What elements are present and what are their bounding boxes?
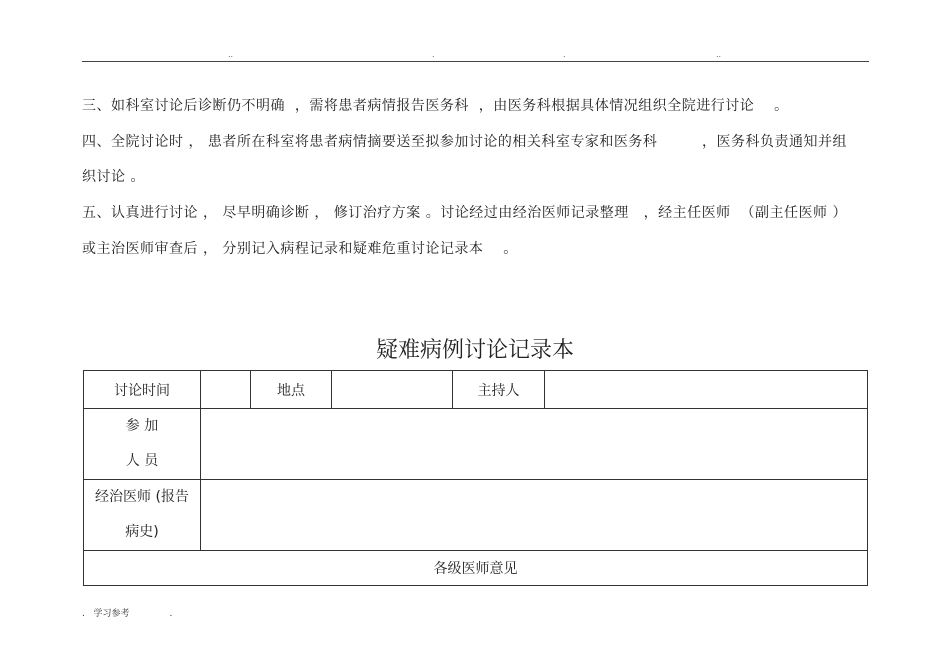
header-mark: ..	[228, 50, 234, 59]
attending-physician-label	[84, 480, 201, 551]
place-field[interactable]	[332, 371, 453, 409]
paragraph-4-line-2: 织讨论 。	[82, 169, 145, 185]
host-field[interactable]	[545, 371, 868, 409]
discussion-time-label: 讨论时间	[84, 371, 201, 409]
paragraph-5-line-1: 五、认真进行讨论 ， 尽早明确诊断 ， 修订治疗方案 。讨论经过由经治医师记录整理 ，经主任医师 （副主任医师 ）	[82, 205, 847, 221]
paragraph-5-line-2: 或主治医师审查后 ， 分别记入病程记录和疑难危重讨论记录本 。	[82, 241, 518, 257]
discussion-record-table	[83, 370, 868, 586]
paragraph-4-line-1: 四、全院讨论时 ， 患者所在科室将患者病情摘要送至拟参加讨论的相关科室专家和医务科 ，医务科负责通知并组	[82, 134, 847, 150]
header-mark: .	[432, 50, 435, 59]
participants-label-line-2: 人 员	[125, 453, 159, 469]
header-mark: .	[563, 50, 566, 59]
attending-label-line-1: 经治医师 (报告	[95, 489, 189, 505]
header-rule	[82, 61, 869, 62]
participants-label-line-1: 参 加	[125, 418, 159, 434]
host-label: 主持人	[453, 371, 545, 409]
attending-label-line-2: 病史)	[125, 524, 159, 540]
header-mark: ..	[716, 50, 722, 59]
paragraph-3: 三、如科室讨论后诊断仍不明确 ，需将患者病情报告医务科 ，由医务科根据具体情况组织全院进行讨论 。	[82, 98, 789, 114]
discussion-time-field[interactable]	[201, 371, 251, 409]
physician-opinions-header: 各级医师意见	[84, 551, 868, 586]
record-title: 疑难病例讨论记录本	[375, 338, 574, 363]
place-label: 地点	[251, 371, 332, 409]
attending-physician-field[interactable]	[201, 480, 868, 551]
participants-field[interactable]	[201, 409, 868, 480]
footer-note: . 学习参考 .	[82, 609, 173, 619]
participants-label	[84, 409, 201, 480]
